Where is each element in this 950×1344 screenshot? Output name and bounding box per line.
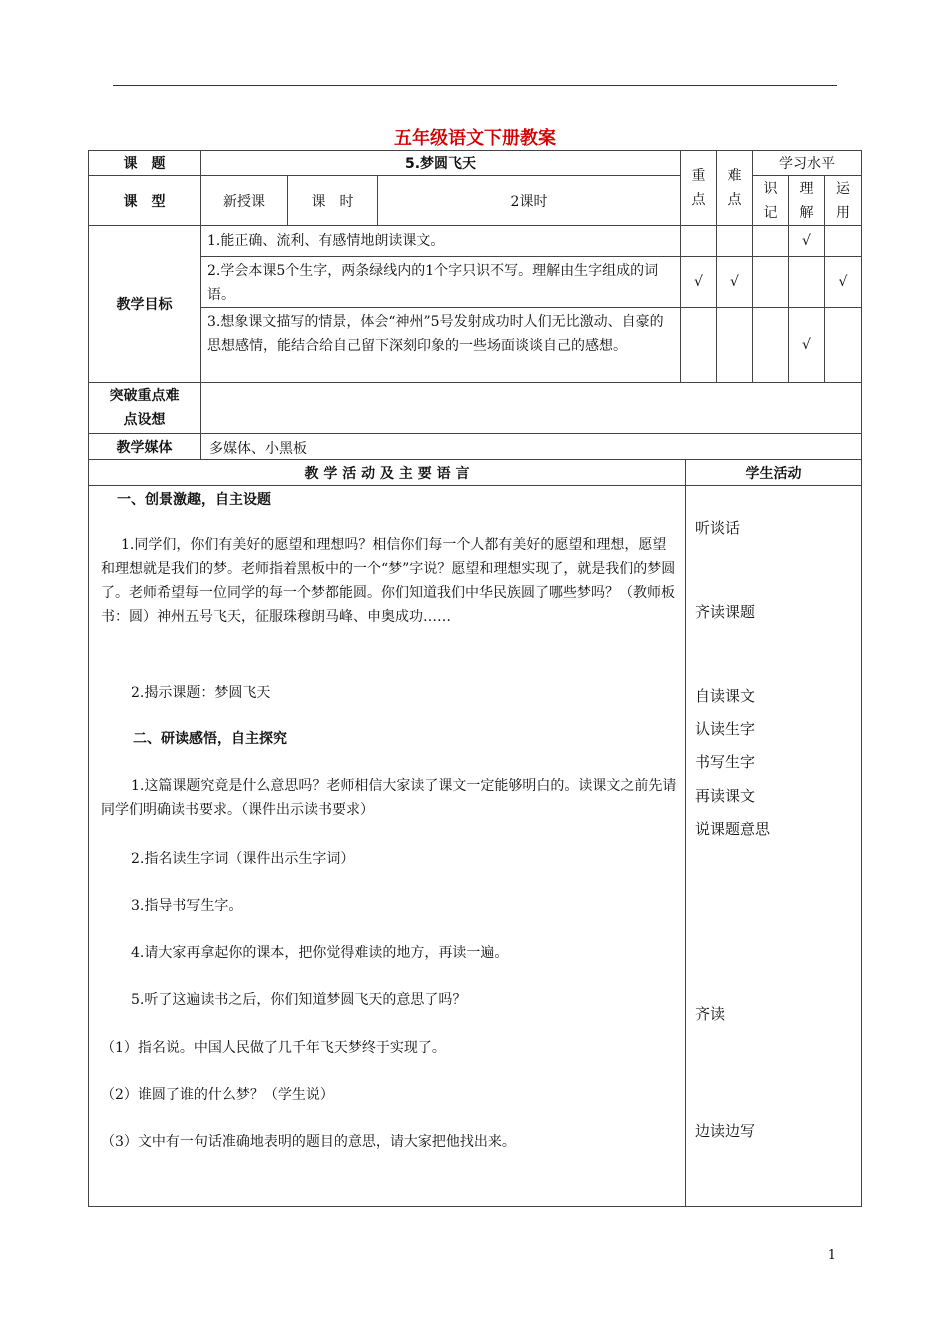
student-activity: 听谈话	[695, 519, 741, 537]
paragraph: （1）指名说。中国人民做了几千年飞天梦终于实现了。	[101, 1040, 446, 1056]
check-mark: √	[802, 337, 811, 353]
paragraph: 3.指导书写生字。	[131, 898, 243, 914]
student-activity: 边读边写	[695, 1122, 756, 1140]
activity-header-cell	[88, 459, 686, 486]
goals-label-cell	[88, 225, 201, 383]
keshi-label-cell	[287, 175, 378, 226]
student-activity: 说课题意思	[695, 820, 771, 838]
check-cell	[680, 307, 717, 383]
level-label: 学习水平	[779, 156, 835, 172]
level-col-shiji	[752, 175, 789, 226]
kexing-value: 新授课	[223, 193, 265, 210]
check-cell	[680, 225, 717, 257]
check-cell	[752, 256, 789, 308]
check-cell	[824, 256, 862, 308]
breakthrough-label: 突破重点难点设想	[109, 388, 180, 428]
student-activity: 书写生字	[695, 753, 756, 771]
breakthrough-value-cell	[200, 382, 862, 434]
page-title: 五年级语文下册教案	[394, 128, 556, 149]
keti-value-cell	[200, 150, 681, 176]
goal-row-3	[200, 307, 681, 383]
kexing-label: 课 型	[123, 193, 166, 210]
kexing-label-cell	[88, 175, 201, 226]
student-activity: 自读课文	[695, 687, 756, 705]
activity-body	[88, 485, 686, 1207]
paragraph: 2.指名读生字词（课件出示生字词）	[131, 851, 355, 867]
goal-text: 2.学会本课5个生字，两条绿线内的1个字只识不写。理解由生字组成的词语。	[207, 263, 659, 303]
media-value: 多媒体、小黑板	[209, 441, 307, 457]
paragraph: 1.这篇课题究竟是什么意思吗？老师相信大家读了课文一定能够明白的。读课文之前先请同学们明确读书要求。（课件出示读书要求）	[101, 778, 677, 818]
check-cell	[716, 256, 753, 308]
keti-label: 课 题	[123, 156, 166, 172]
student-activity: 认读生字	[695, 720, 756, 738]
paragraph: 5.听了这遍读书之后，你们知道梦圆飞天的意思了吗？	[131, 992, 467, 1008]
check-mark: √	[730, 274, 739, 290]
keti-value: 5.梦圆飞天	[404, 156, 477, 172]
paragraph: （3）文中有一句话准确地表明的题目的意思，请大家把他找出来。	[101, 1134, 516, 1150]
keshi-label: 课 时	[311, 193, 354, 210]
breakthrough-label-cell	[88, 382, 201, 434]
check-cell	[716, 307, 753, 383]
check-cell	[824, 307, 862, 383]
level-col-lijie	[788, 175, 825, 226]
level-col-label: 识记	[763, 180, 778, 221]
media-label-cell	[88, 433, 201, 460]
section-heading: 二、研读感悟，自主探究	[133, 731, 287, 747]
zhongdian-cell	[680, 150, 717, 226]
paragraph: （2）谁圆了谁的什么梦？（学生说）	[101, 1087, 334, 1103]
check-cell	[680, 256, 717, 308]
level-col-label: 理解	[799, 180, 814, 221]
nandian-label: 难点	[727, 168, 742, 208]
goals-label: 教学目标	[116, 297, 173, 313]
check-mark: √	[694, 274, 703, 290]
header-rule	[113, 85, 837, 86]
student-header-cell	[685, 459, 862, 486]
keti-label-cell	[88, 150, 201, 176]
student-activity: 齐读	[695, 1005, 726, 1023]
level-col-label: 运用	[836, 180, 850, 221]
check-cell	[716, 225, 753, 257]
section-heading: 一、创景激趣，自主设题	[117, 492, 271, 508]
student-activity: 齐读课题	[695, 603, 756, 621]
keshi-value-cell	[377, 175, 681, 226]
keshi-value: 2课时	[510, 193, 548, 210]
media-label: 教学媒体	[116, 439, 173, 456]
student-activities-body	[685, 485, 862, 1207]
check-cell	[752, 307, 789, 383]
goal-row-1	[200, 225, 681, 257]
goal-row-2	[200, 256, 681, 308]
check-cell	[824, 225, 862, 257]
student-activity: 再读课文	[695, 787, 756, 805]
nandian-cell	[716, 150, 753, 226]
student-header: 学生活动	[745, 465, 802, 482]
check-cell	[788, 256, 825, 308]
check-cell	[752, 225, 789, 257]
kexing-value-cell	[200, 175, 288, 226]
paragraph: 4.请大家再拿起你的课本，把你觉得难读的地方，再读一遍。	[131, 945, 509, 961]
activity-header: 教 学 活 动 及 主 要 语 言	[304, 465, 470, 482]
paragraph: 1.同学们，你们有美好的愿望和理想吗？相信你们每一个人都有美好的愿望和理想，愿望和理想就是我们的梦。老师指着黑板中的一个“梦”字说？愿望和理想实现了，就是我们的梦圆了。老师希望每一位同学的每一个梦都能圆。你们知道我们中华民族圆了哪些梦吗？（教师板书：圆）神州五号飞天，征服珠穆朗马峰、申奥成功……	[101, 537, 676, 625]
zhongdian-label: 重点	[691, 168, 706, 208]
goal-text: 1.能正确、流利、有感情地朗读课文。	[207, 233, 445, 249]
page-number: 1	[827, 1248, 836, 1263]
goal-text: 3.想象课文描写的情景，体会“神州”5号发射成功时人们无比激动、自豪的思想感情，能结合给自己留下深刻印象的一些场面谈谈自己的感想。	[207, 314, 664, 354]
check-cell	[788, 307, 825, 383]
level-col-yunyong	[824, 175, 862, 226]
media-value-cell	[200, 433, 862, 460]
paragraph: 2.揭示课题：梦圆飞天	[131, 685, 271, 701]
check-cell	[788, 225, 825, 257]
check-mark: √	[802, 233, 811, 249]
level-label-cell	[752, 150, 862, 176]
check-mark: √	[838, 274, 848, 290]
